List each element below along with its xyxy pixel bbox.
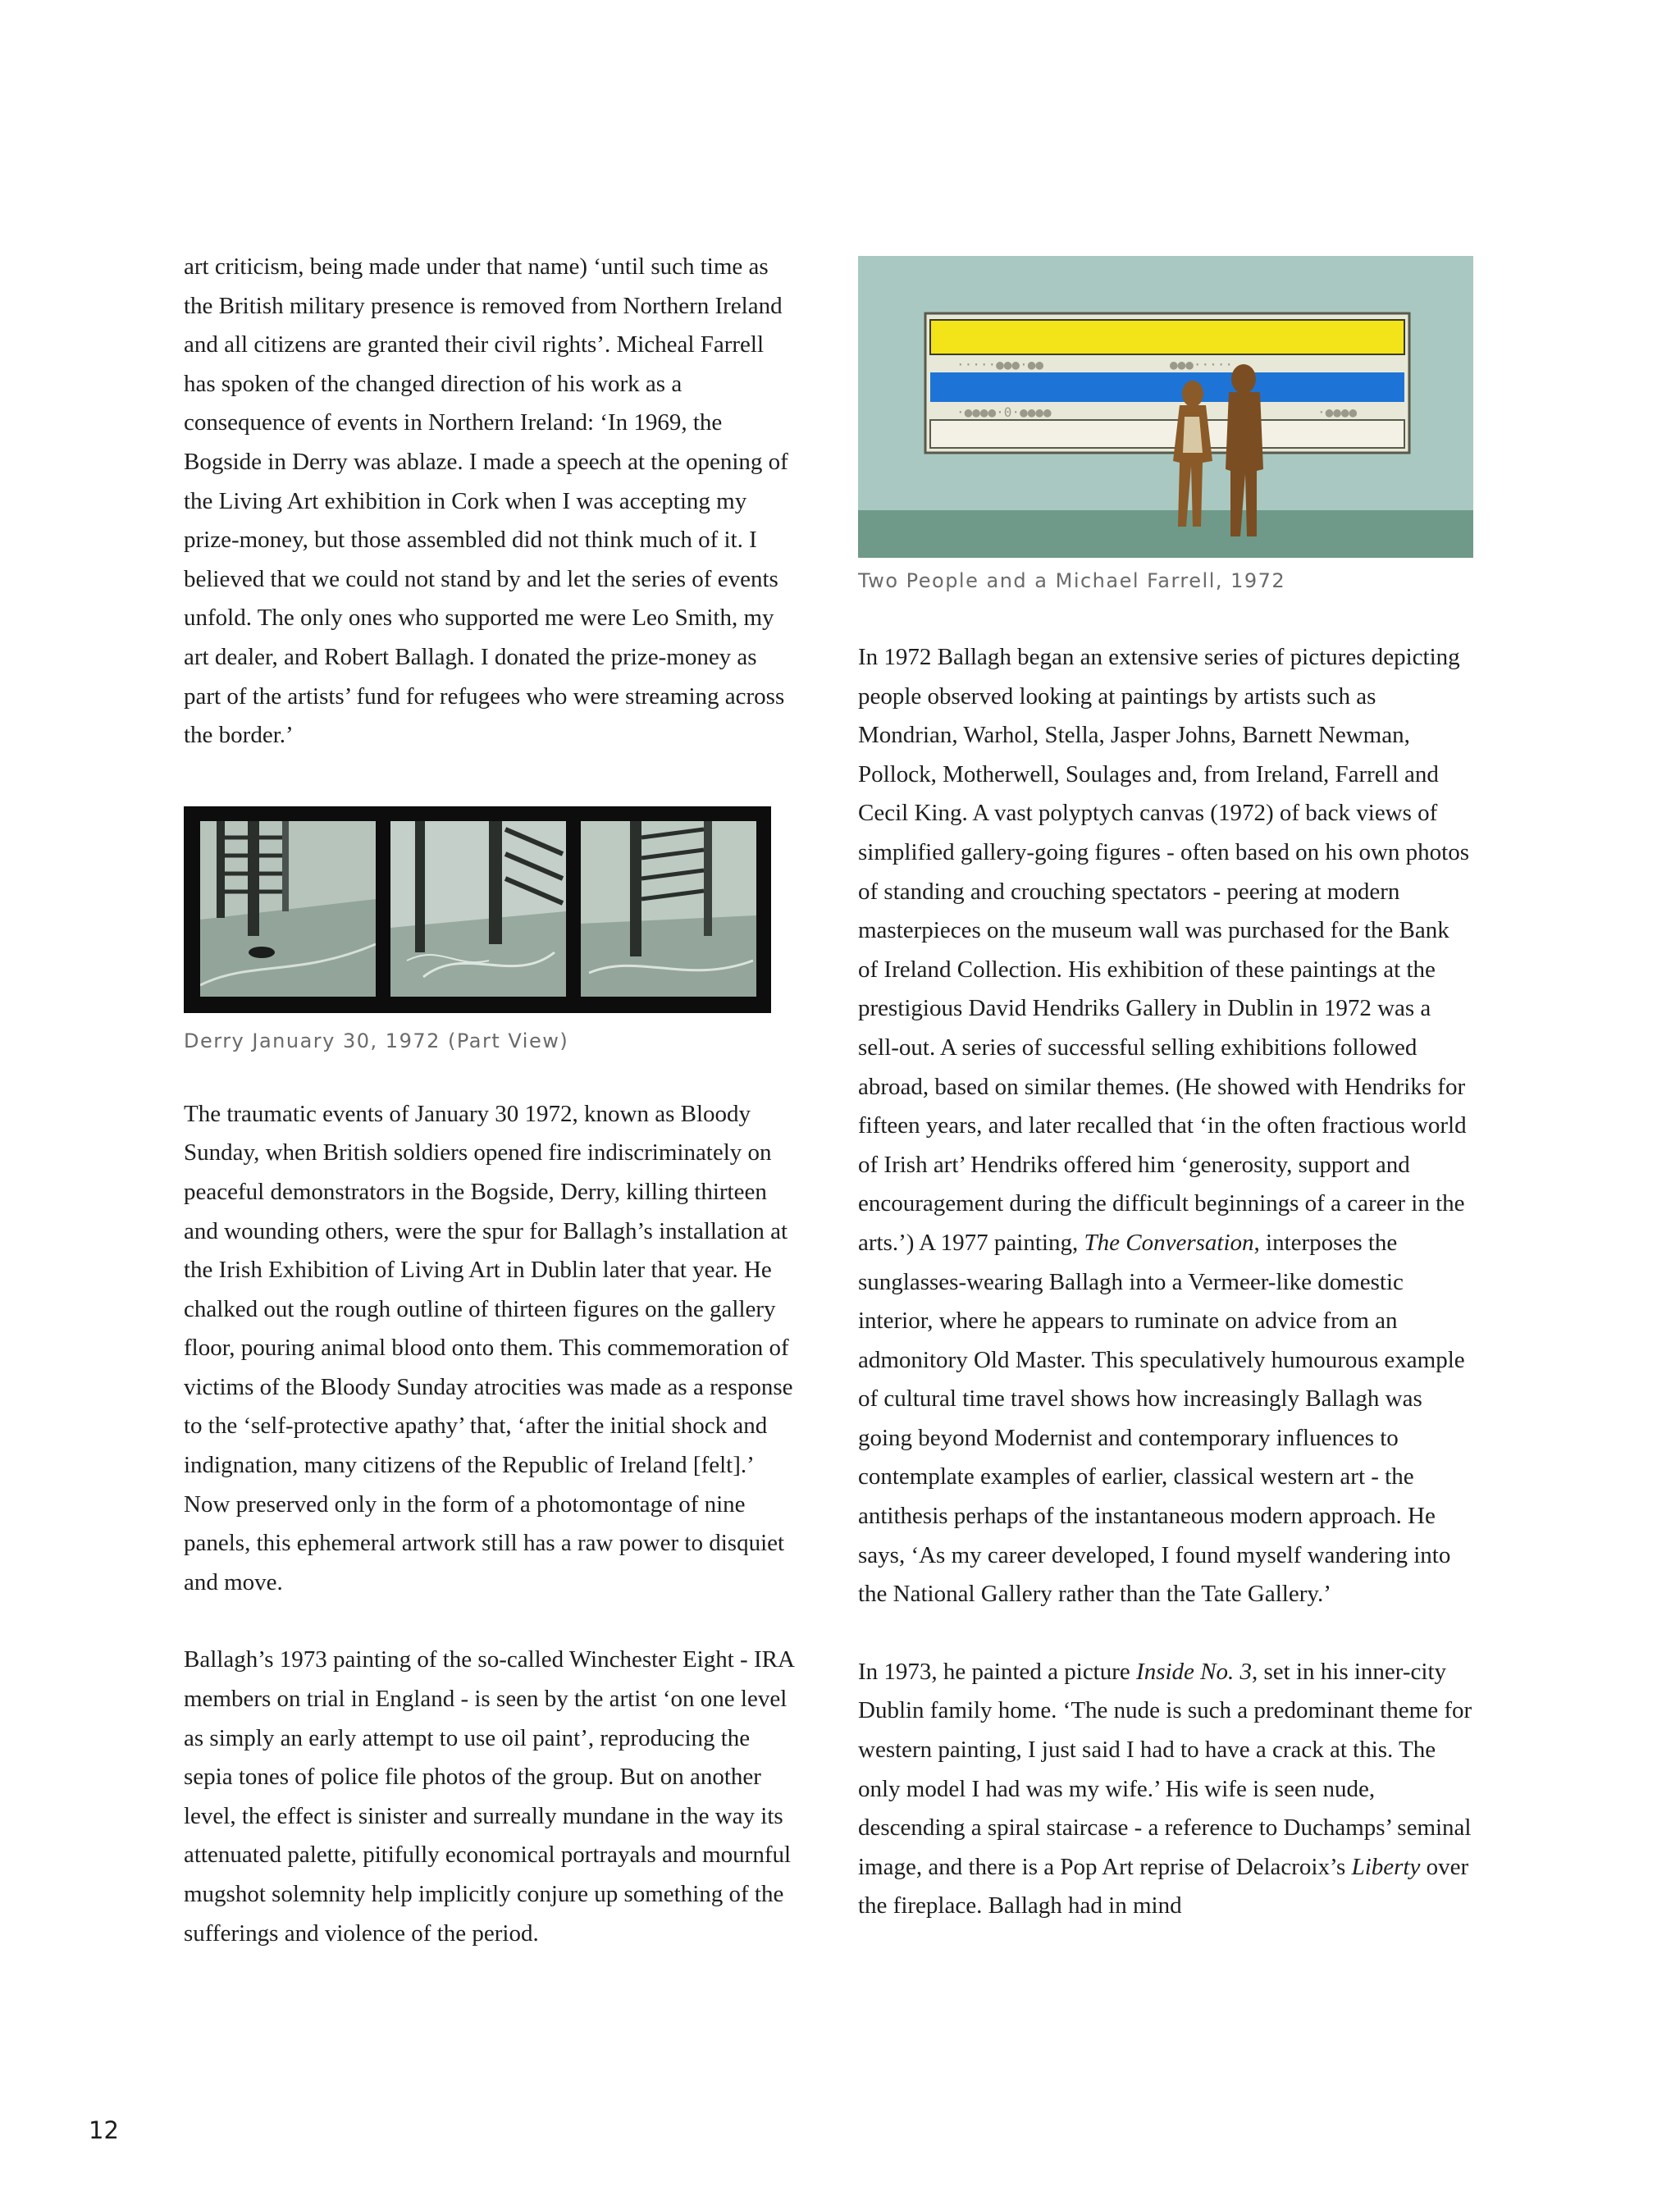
paragraph-text: In 1973, he painted a picture [858, 1658, 1137, 1685]
photo-panel [200, 821, 376, 997]
body-paragraph [858, 1653, 1473, 1926]
paragraph-text: In 1972 Ballagh began an extensive series of pictures depicting people observed looking at paintings by artists such as Mondrian, Warhol, Stella, Jasper Johns, Barnett Newman, Pollock, Motherwell, Soulages and, from Ireland, Farrell and Cecil King. A vast polyptych canvas (1972) of back views of simplified gallery-going figures - often based on his own photos of standing and crouching spectators - peering at modern masterpieces on the museum wall was purchased for the Bank of Ireland Collection. His exhibition of these paintings at the prestigious David Hendriks Gallery in Dublin in 1972 was a sell-out. A series of successful selling exhibitions followed abroad, based on similar themes. (He showed with Hendriks for fifteen years, and later recalled that ‘in the often fractious world of Irish art’ Hendriks offered him ‘generosity, support and encouragement during the difficult beginnings of a career in the arts.’) A 1977 painting, [858, 644, 1470, 1256]
paragraph-text: over the fireplace. Ballagh had in mind [858, 1853, 1469, 1919]
right-column [858, 256, 1473, 1926]
paragraph-text: , interposes the sunglasses-wearing Ballagh into a Vermeer-like domestic interior, where he appears to ruminate on advice from an admonitory Old Master. This speculatively humourous example of cultural time travel shows how increasingly Ballagh was going beyond Modernist and contemporary influences to contemplate examples of earlier, classical western art - the antithesis perhaps of the instantaneous modern approach. He says, ‘As my career developed, I found myself wandering into the National Gallery rather than the Tate Gallery.’ [858, 1229, 1465, 1608]
body-paragraph [858, 638, 1473, 1614]
svg-text:·····●●●·●●: ·····●●●·●● [956, 357, 1043, 372]
body-paragraph: art criticism, being made under that name) ‘until such time as the British military presence is removed from Northern Ireland and all citizens are granted their civil rights’. Micheal Farrell has spoken of the changed direction of his work as a consequence of events in Northern Ireland: ‘In 1969, the Bogside in Derry was ablaze. I made a speech at the opening of the Living Art exhibition in Cork when I was accepting my prize-money, but those assembled did not think much of it. I believed that we could not stand by and let the series of events unfold. The only ones who supported me were Leo Smith, my art dealer, and Robert Ballagh. I donated the prize-money as part of the artists’ fund for refugees who were streaming across the border.’ [184, 253, 788, 749]
artwork-title: Liberty [1351, 1853, 1421, 1880]
svg-text:·●●●●: ·●●●● [1317, 404, 1358, 420]
svg-text:·●●●●·0·●●●●: ·●●●●·0·●●●● [956, 404, 1052, 420]
body-paragraph: The traumatic events of January 30 1972, known as Bloody Sunday, when British soldiers opened fire indiscriminately on peaceful demonstrators in the Bogside, Derry, killing thirteen and wounding others, were the spur for Ballagh’s installation at the Irish Exhibition of Living Art in Dublin later that year. He chalked out the rough outline of thirteen figures on the gallery floor, pouring animal blood onto them. This commemoration of victims of the Bloody Sunday atrocities was made as a response to the ‘self-protective apathy’ that, ‘after the initial shock and indignation, many citizens of the Republic of Ireland [felt].’ Now preserved only in the form of a photomontage of nine panels, this ephemeral artwork still has a raw power to disquiet and move. [184, 1100, 793, 1595]
photo-panel [581, 821, 756, 997]
figure-caption: Derry January 30, 1972 (Part View) [184, 1029, 569, 1052]
page-number: 12 [89, 2116, 119, 2144]
derry-photo-figure [184, 806, 796, 1052]
farrell-painting-figure [858, 256, 1473, 592]
photo-panel [390, 821, 566, 997]
svg-text:●●●·····: ●●●····· [1170, 357, 1234, 372]
left-column [184, 248, 796, 1953]
body-paragraph: Ballagh’s 1973 painting of the so-called Winchester Eight - IRA members on trial in England - is seen by the artist ‘on one level as simply an early attempt to use oil paint’, reproducing the sepia tones of police file photos of the group. But on another level, the effect is sinister and surreally mundane in the way its attenuated palette, pitifully economical portrayals and mournful mugshot solemnity help implicitly conjure up something of the sufferings and violence of the period. [184, 1646, 794, 1947]
artwork-title: Inside No. 3 [1136, 1658, 1252, 1685]
artwork-title: The Conversation [1084, 1229, 1254, 1256]
derry-photomontage [184, 806, 771, 1013]
figure-caption: Two People and a Michael Farrell, 1972 [858, 569, 1286, 592]
paragraph-text: , set in his inner-city Dublin family home. ‘The nude is such a predominant theme for western painting, I just said I had to have a crack at this. The only model I had was my wife.’ His wife is seen nude, descending a spiral staircase - a reference to Duchamps’ seminal image, and there is a Pop Art reprise of Delacroix’s [858, 1658, 1472, 1880]
two-people-painting [858, 256, 1473, 558]
